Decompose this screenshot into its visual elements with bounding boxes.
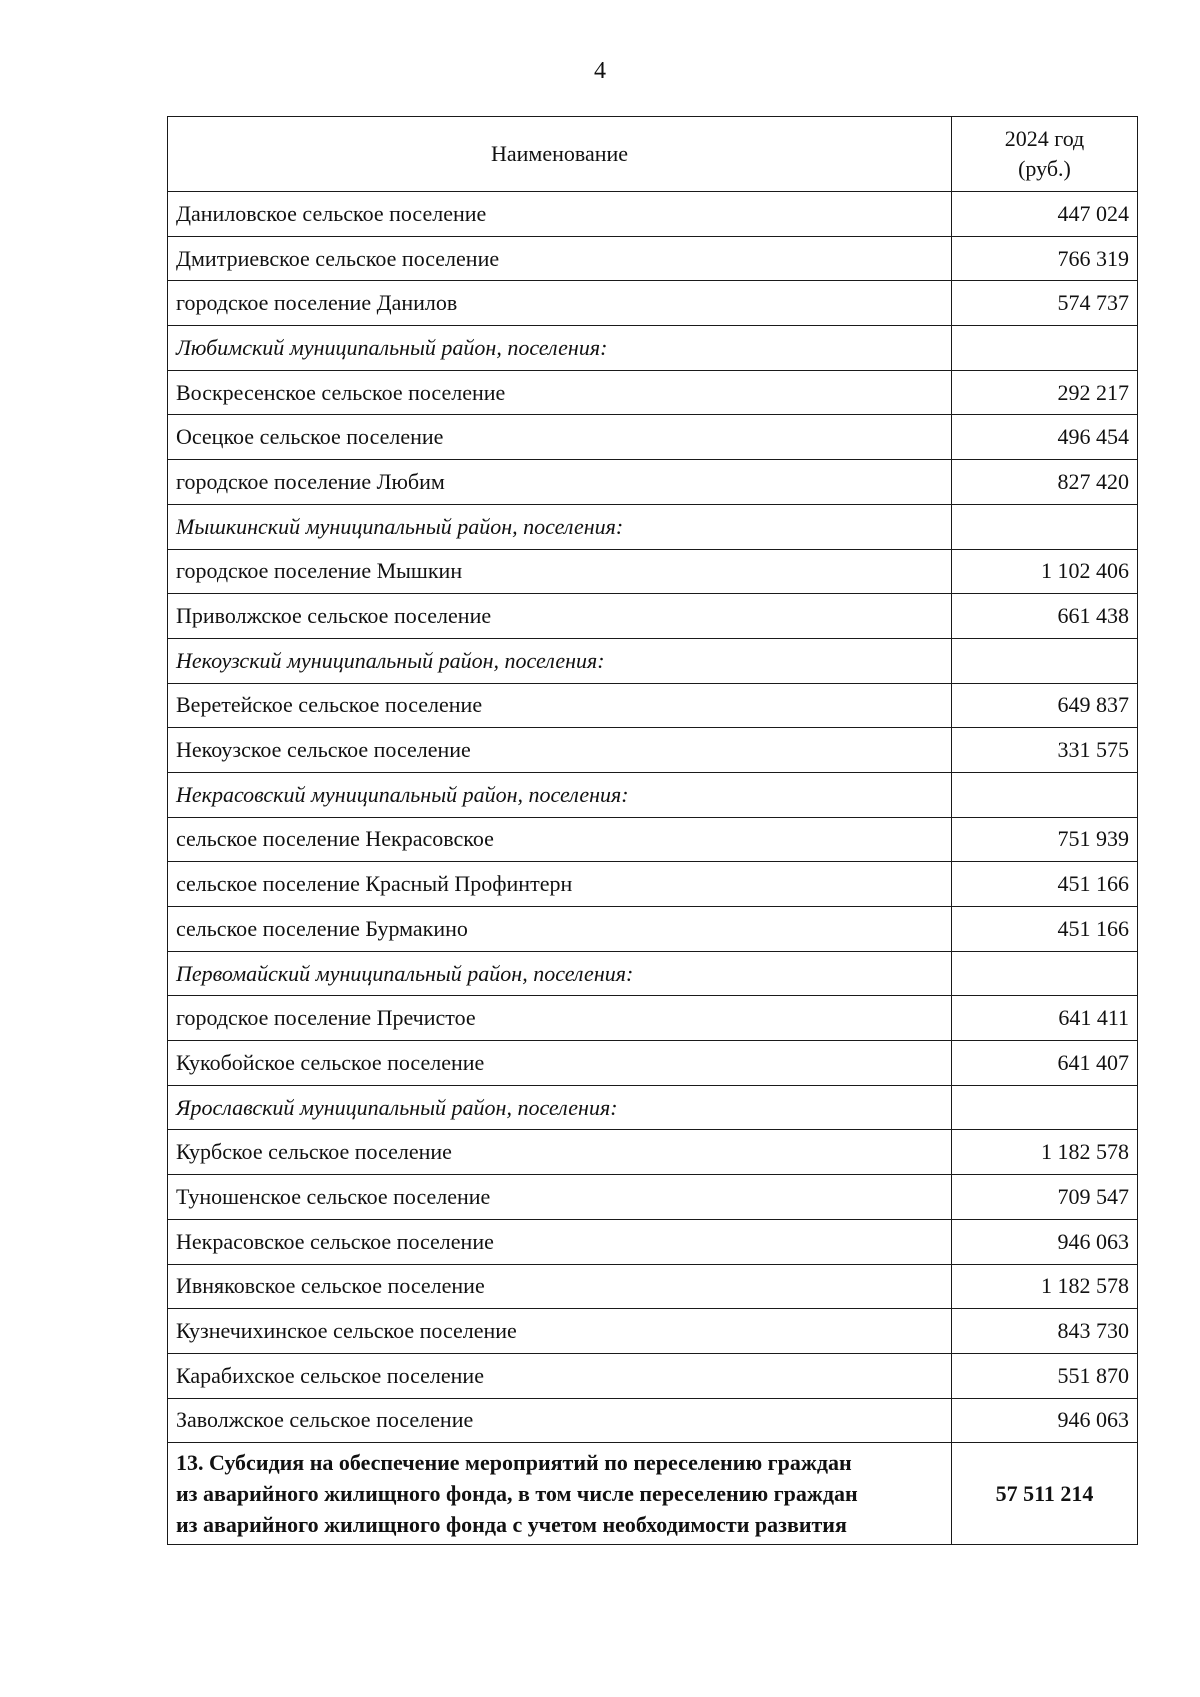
amount-cell: 946 063	[952, 1398, 1138, 1443]
amount-cell	[952, 951, 1138, 996]
amount-cell: 751 939	[952, 817, 1138, 862]
settlement-name: Приволжское сельское поселение	[168, 594, 952, 639]
amount-cell: 292 217	[952, 370, 1138, 415]
settlement-name: Дмитриевское сельское поселение	[168, 236, 952, 281]
total-line-1: 13. Субсидия на обеспечение мероприятий по переселению граждан	[176, 1450, 852, 1476]
amount-cell	[952, 504, 1138, 549]
group-header-row	[168, 951, 1138, 996]
settlement-name: Кузнечихинское сельское поселение	[168, 1309, 952, 1354]
amount-cell: 709 547	[952, 1175, 1138, 1220]
amount-cell: 649 837	[952, 683, 1138, 728]
group-header-row	[168, 638, 1138, 683]
amount-cell: 766 319	[952, 236, 1138, 281]
settlement-name: Некрасовское сельское поселение	[168, 1219, 952, 1264]
table-row	[168, 236, 1138, 281]
table-row	[168, 862, 1138, 907]
total-value: 57 511 214	[952, 1443, 1138, 1545]
settlement-name: сельское поселение Красный Профинтерн	[168, 862, 952, 907]
table-row	[168, 1175, 1138, 1220]
settlement-name: Ивняковское сельское поселение	[168, 1264, 952, 1309]
table-body	[168, 192, 1138, 1443]
district-name: Ярославский муниципальный район, поселения:	[168, 1085, 952, 1130]
table-row	[168, 1219, 1138, 1264]
amount-cell: 447 024	[952, 192, 1138, 237]
district-name: Мышкинский муниципальный район, поселения:	[168, 504, 952, 549]
settlement-name: сельское поселение Некрасовское	[168, 817, 952, 862]
table-row	[168, 1309, 1138, 1354]
amount-cell: 451 166	[952, 862, 1138, 907]
table-row	[168, 728, 1138, 773]
group-header-row	[168, 772, 1138, 817]
amount-cell: 661 438	[952, 594, 1138, 639]
district-name: Первомайский муниципальный район, поселения:	[168, 951, 952, 996]
settlement-name: сельское поселение Бурмакино	[168, 907, 952, 952]
amount-cell: 843 730	[952, 1309, 1138, 1354]
amount-cell: 827 420	[952, 460, 1138, 505]
settlement-name: Туношенское сельское поселение	[168, 1175, 952, 1220]
table-row	[168, 1041, 1138, 1086]
amount-cell	[952, 1085, 1138, 1130]
settlement-name: городское поселение Пречистое	[168, 996, 952, 1041]
amount-cell: 574 737	[952, 281, 1138, 326]
table-row	[168, 996, 1138, 1041]
amount-cell	[952, 326, 1138, 371]
table-row	[168, 907, 1138, 952]
settlement-name: Кукобойское сельское поселение	[168, 1041, 952, 1086]
amount-cell: 1 182 578	[952, 1130, 1138, 1175]
header-value	[952, 117, 1138, 192]
table-row	[168, 549, 1138, 594]
table-row	[168, 1398, 1138, 1443]
table-row	[168, 460, 1138, 505]
amount-cell: 331 575	[952, 728, 1138, 773]
group-header-row	[168, 1085, 1138, 1130]
header-name: Наименование	[168, 117, 952, 192]
table-row	[168, 415, 1138, 460]
header-unit: (руб.)	[1018, 156, 1071, 181]
amount-cell: 496 454	[952, 415, 1138, 460]
settlement-name: Даниловское сельское поселение	[168, 192, 952, 237]
table-row	[168, 370, 1138, 415]
amount-cell	[952, 772, 1138, 817]
table-row	[168, 281, 1138, 326]
amount-cell: 551 870	[952, 1353, 1138, 1398]
table-row	[168, 1353, 1138, 1398]
district-name: Некрасовский муниципальный район, поселения:	[168, 772, 952, 817]
total-description	[168, 1443, 952, 1545]
table-row	[168, 594, 1138, 639]
table-row	[168, 817, 1138, 862]
settlement-name: Воскресенское сельское поселение	[168, 370, 952, 415]
total-row	[168, 1443, 1138, 1545]
settlement-name: Курбское сельское поселение	[168, 1130, 952, 1175]
settlement-name: Осецкое сельское поселение	[168, 415, 952, 460]
page-number: 4	[594, 58, 606, 84]
district-name: Некоузский муниципальный район, поселения:	[168, 638, 952, 683]
district-name: Любимский муниципальный район, поселения:	[168, 326, 952, 371]
amount-cell: 1 102 406	[952, 549, 1138, 594]
amount-cell: 1 182 578	[952, 1264, 1138, 1309]
settlement-name: Некоузское сельское поселение	[168, 728, 952, 773]
settlement-name: Заволжское сельское поселение	[168, 1398, 952, 1443]
table-row	[168, 192, 1138, 237]
amount-cell	[952, 638, 1138, 683]
table-row	[168, 683, 1138, 728]
subsidy-table	[167, 116, 1138, 1545]
table-row	[168, 1264, 1138, 1309]
group-header-row	[168, 326, 1138, 371]
amount-cell: 451 166	[952, 907, 1138, 952]
settlement-name: городское поселение Данилов	[168, 281, 952, 326]
table-header-row	[168, 117, 1138, 192]
settlement-name: Веретейское сельское поселение	[168, 683, 952, 728]
settlement-name: городское поселение Любим	[168, 460, 952, 505]
settlement-name: городское поселение Мышкин	[168, 549, 952, 594]
group-header-row	[168, 504, 1138, 549]
table-row	[168, 1130, 1138, 1175]
amount-cell: 946 063	[952, 1219, 1138, 1264]
amount-cell: 641 411	[952, 996, 1138, 1041]
amount-cell: 641 407	[952, 1041, 1138, 1086]
total-line-2: из аварийного жилищного фонда, в том числе переселению граждан	[176, 1481, 858, 1507]
settlement-name: Карабихское сельское поселение	[168, 1353, 952, 1398]
header-year: 2024 год	[1004, 126, 1085, 151]
total-line-3: из аварийного жилищного фонда с учетом необходимости развития	[176, 1512, 847, 1538]
